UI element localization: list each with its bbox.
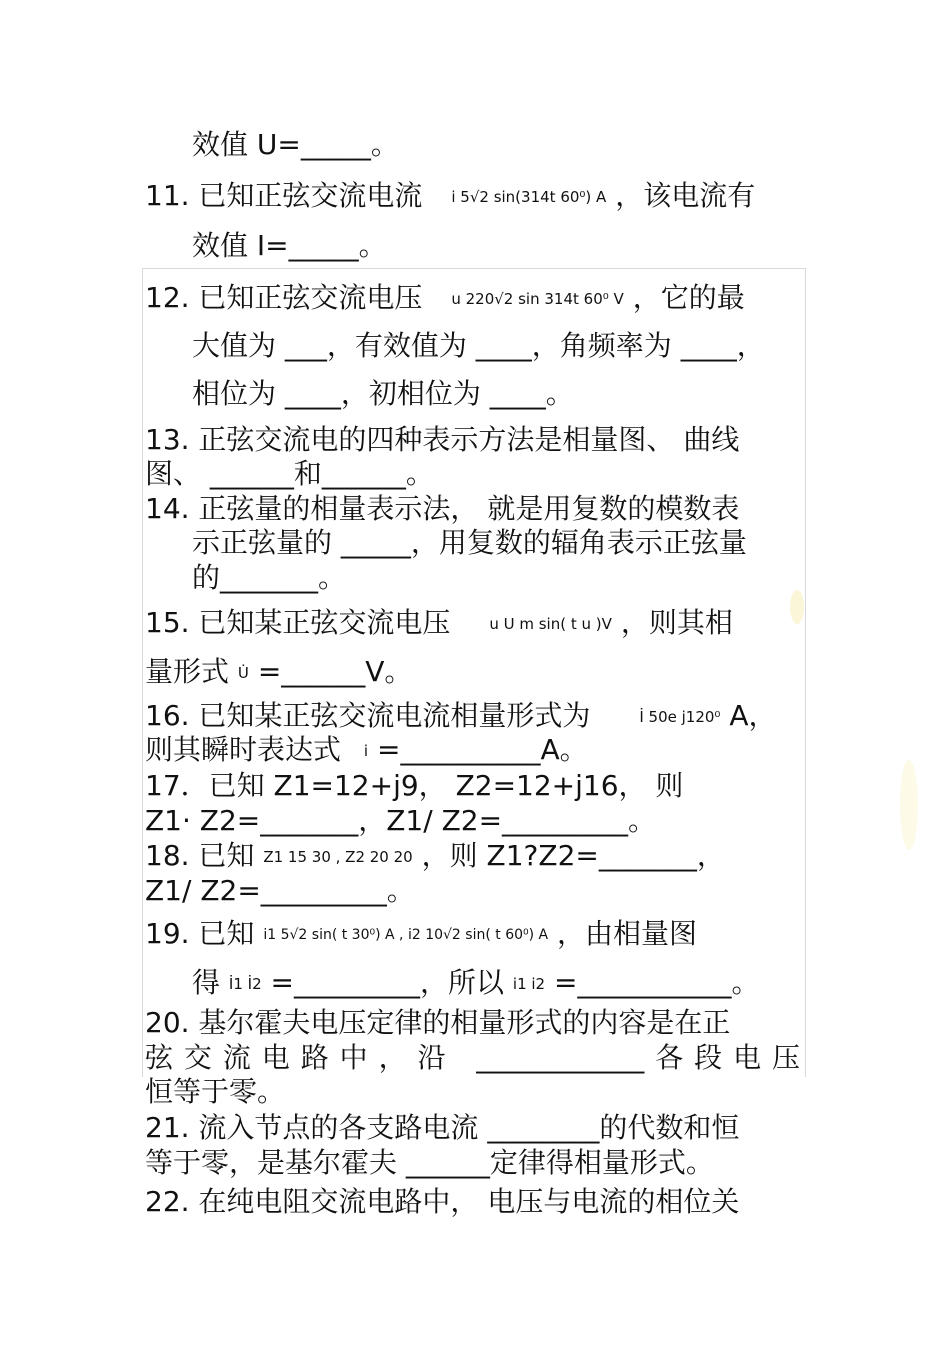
q12-formula: u 220√2 sin 314t 60⁰ V [451, 290, 624, 308]
q17-line2: Z1· Z2=_______，Z1/ Z2=_________。 [145, 804, 657, 837]
q21-line2: 等于零，是基尔霍夫 ______定律得相量形式。 [145, 1146, 714, 1179]
q16-formula: İ 50e j120⁰ [639, 708, 721, 726]
q18-line1: 18. 已知 Z1 15 30 , Z2 20 20 ，则 Z1?Z2=_______， [145, 839, 725, 872]
q15-line2: 量形式 U̇ =______V。 [145, 655, 413, 688]
q14-line3: 的_______。 [192, 561, 347, 594]
q19-line2: 得 İ1 İ2 =_________，所以 i1 i2 =___________。 [192, 966, 760, 999]
q18-formula: Z1 15 30 , Z2 20 20 [263, 848, 413, 866]
q18-line2: Z1/ Z2=_________。 [145, 874, 415, 907]
q20-line2: 弦交流电路中，沿 ____________各段电压 [145, 1041, 800, 1074]
q21-line1: 21. 流入节点的各支路电流 ________的代数和恒 [145, 1111, 740, 1144]
q13-line2: 图、 ______和______。 [145, 457, 434, 490]
q15-phasor: U̇ [237, 664, 249, 682]
q20-line3: 恒等于零。 [145, 1075, 286, 1108]
q14-line1: 14. 正弦量的相量表示法， 就是用复数的模数表 [145, 492, 740, 525]
q16-line1: 16. 已知某正弦交流电流相量形式为 İ 50e j120⁰ A， [145, 699, 777, 732]
scan-artifact [900, 760, 918, 850]
q12-line2: 大值为 ___，有效值为 ____，角频率为 ____， [192, 329, 765, 362]
q12-line3: 相位为 ____，初相位为 ____。 [192, 377, 574, 410]
q17-line1: 17．已知 Z1=12+j9， Z2=12+j16， 则 [145, 769, 684, 802]
q10-tail: 效值 U=_____。 [192, 128, 399, 161]
q20-line1: 20. 基尔霍夫电压定律的相量形式的内容是在正 [145, 1006, 731, 1039]
q15-formula: u U m sin( t u )V [489, 615, 612, 633]
q16-line2: 则其瞬时表达式 i =__________A。 [145, 733, 588, 766]
q12-line1: 12. 已知正弦交流电压 u 220√2 sin 314t 60⁰ V ，它的最 [145, 281, 745, 314]
q19-formula: i1 5√2 sin( t 30⁰) A , i2 10√2 sin( t 60⁰) A [263, 927, 549, 943]
q11-formula: i 5√2 sin(314t 60⁰) A [451, 188, 607, 206]
q19-line1: 19. 已知 i1 5√2 sin( t 30⁰) A , i2 10√2 sin( t 60⁰) A ，由相量图 [145, 917, 698, 950]
q15-line1: 15. 已知某正弦交流电压 u U m sin( t u )V ，则其相 [145, 606, 733, 639]
q22-line1: 22. 在纯电阻交流电路中， 电压与电流的相位关 [145, 1185, 740, 1218]
q11-line1: 11. 已知正弦交流电流 i 5√2 sin(314t 60⁰) A ，该电流有 [145, 179, 756, 212]
q11-line2: 效值 I=_____。 [192, 229, 387, 262]
q13-line1: 13. 正弦交流电的四种表示方法是相量图、 曲线 [145, 423, 740, 456]
q14-line2: 示正弦量的 _____，用复数的辐角表示正弦量 [192, 526, 747, 559]
